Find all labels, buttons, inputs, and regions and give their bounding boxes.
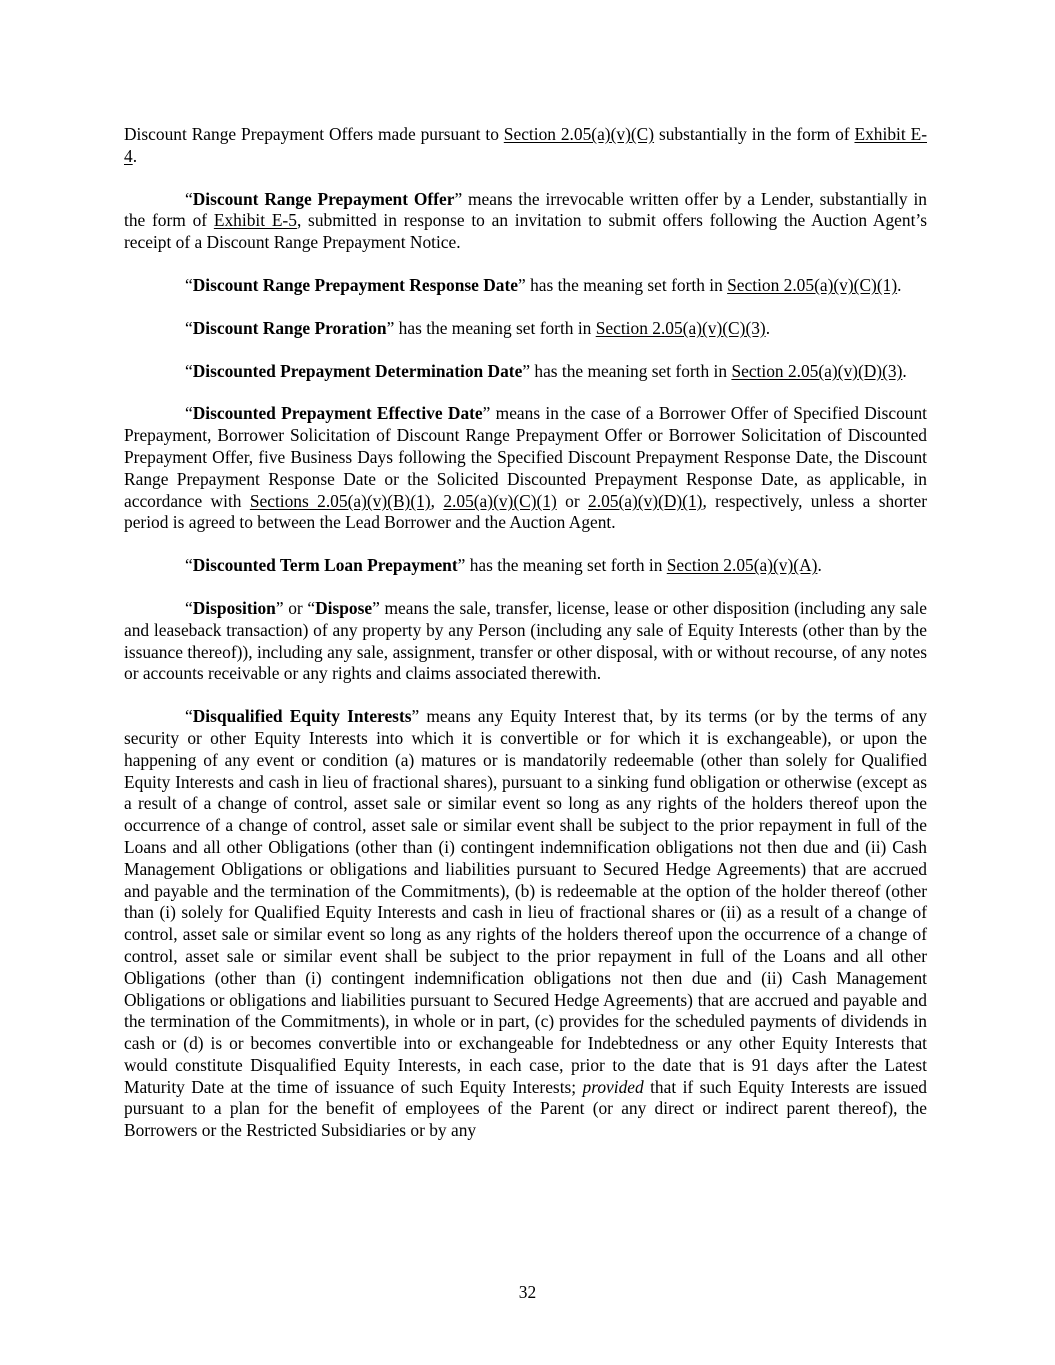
defined-term: Disqualified Equity Interests: [192, 706, 412, 727]
text-run: ” means in the case of a Borrower Offer of Specified Discount Prepayment, Borrower Solicitation of Discount Range Prepayment Offer or Borrower Solicitation of Discounted Prepayment Offer, five Business Days following the Specified Discount Prepayment Response Date, the Discount Range Prepayment Response Date or the Solicited Discounted Prepayment Response Date, as applicable, in accordance with: [124, 403, 927, 511]
paragraph: [124, 275, 927, 297]
text-run: “: [185, 317, 193, 338]
text-run: “: [185, 555, 193, 576]
cross-reference: Exhibit E-4: [124, 124, 927, 166]
defined-term: Disposition: [192, 597, 276, 618]
defined-term: Dispose: [315, 597, 373, 618]
emphasis: provided: [582, 1076, 644, 1097]
cross-reference: Section 2.05(a)(v)(C)(3): [595, 317, 766, 338]
cross-reference: 2.05(a)(v)(C)(1): [443, 490, 557, 511]
cross-reference: Sections 2.05(a)(v)(B)(1): [249, 490, 431, 511]
text-run: .: [132, 145, 138, 166]
paragraph: [124, 361, 927, 383]
paragraph: [124, 318, 927, 340]
text-run: ” has the meaning set forth in: [522, 360, 732, 381]
cross-reference: Section 2.05(a)(v)(C): [503, 124, 655, 144]
paragraph: [124, 555, 927, 577]
defined-term: Discounted Term Loan Prepayment: [192, 555, 458, 576]
text-run: ,: [430, 490, 444, 511]
text-run: ” has the meaning set forth in: [518, 274, 728, 295]
text-run: .: [897, 274, 902, 295]
document-body: [124, 124, 927, 1163]
paragraph: [124, 403, 927, 534]
text-run: “: [185, 360, 193, 381]
paragraph: [124, 189, 927, 254]
text-run: “: [185, 403, 193, 424]
text-run: , submitted in response to an invitation to submit offers following the Auction Agent’s receipt of a Discount Range Prepayment Notice.: [124, 210, 927, 253]
defined-term: Discounted Prepayment Effective Date: [192, 403, 483, 424]
paragraph: [124, 598, 927, 685]
defined-term: Discount Range Proration: [192, 317, 387, 338]
cross-reference: 2.05(a)(v)(D)(1): [588, 490, 703, 511]
text-run: , respectively, unless a shorter period is agreed to between the Lead Borrower and the Auction Agent.: [124, 490, 927, 533]
paragraph: [124, 706, 927, 1142]
defined-term: Discount Range Prepayment Offer: [192, 188, 455, 209]
text-run: “: [185, 188, 193, 209]
text-run: that if such Equity Interests are issued pursuant to a plan for the benefit of employees of the Parent (or any direct or indirect parent thereof), the Borrowers or the Restricted Subsidiaries or by any: [124, 1076, 927, 1141]
text-run: .: [765, 317, 771, 338]
cross-reference: Section 2.05(a)(v)(D)(3): [731, 360, 903, 381]
text-run: Discount Range Prepayment Offers made pursuant to: [124, 124, 504, 144]
defined-term: Discounted Prepayment Determination Date: [192, 360, 523, 381]
text-run: ” means the sale, transfer, license, lease or other disposition (including any sale and leaseback transaction) of any property by any Person (including any sale of Equity Interests (other than by the issuance thereof)), including any sale, assignment, transfer or other disposal, with or without recourse, of any notes or accounts receivable or any rights and claims associated therewith.: [124, 597, 928, 684]
paragraph: [124, 124, 927, 168]
text-run: ” means any Equity Interest that, by its terms (or by the terms of any security or other Equity Interests into which it is convertible or for which it is exchangeable), or upon the happening of any event or condition (a) matures or is mandatorily redeemable (other than solely for Qualified Equity Interests and cash in lieu of fractional shares), pursuant to a sinking fund obligation or otherwise (except as a result of a change of control, asset sale or similar event so long as any rights of the holders thereof upon the occurrence of a change of control, asset sale or similar event shall be subject to the prior repayment in full of the Loans and all other Obligations (other than (i) contingent indemnification obligations not then due and (ii) Cash Management Obligations or obligations and liabilities pursuant to Secured Hedge Agreements) that are accrued and payable and the termination of the Commitments), (b) is redeemable at the option of the holder thereof (other than (i) solely for Qualified Equity Interests and cash in lieu of fractional shares or (ii) as a result of a change of control, asset sale or similar event so long as any rights of the holders thereof upon the occurrence of a change of control, asset sale or similar event shall be subject to the prior repayment in full of the Loans and all other Obligations (other than (i) contingent indemnification obligations not then due and (ii) Cash Management Obligations or obligations and liabilities pursuant to Secured Hedge Agreements) that are accrued and payable and the termination of the Commitments), in whole or in part, (c) provides for the scheduled payments of dividends in cash or (d) is or becomes convertible into or exchangeable for Indebtedness or any other Equity Interests that would constitute Disqualified Equity Interests, in each case, prior to the date that is 91 days after the Latest Maturity Date at the time of issuance of such Equity Interests;: [124, 706, 928, 1097]
defined-term: Discount Range Prepayment Response Date: [192, 274, 518, 295]
cross-reference: Exhibit E-5: [213, 210, 297, 231]
text-run: ” has the meaning set forth in: [457, 555, 667, 576]
text-run: “: [185, 706, 193, 727]
text-run: ” means the irrevocable written offer by a Lender, substantially in the form of: [124, 188, 927, 231]
cross-reference: Section 2.05(a)(v)(A): [666, 555, 818, 576]
text-run: or: [556, 490, 589, 511]
text-run: .: [817, 555, 822, 576]
text-run: “: [185, 274, 193, 295]
text-run: “: [185, 597, 193, 618]
text-run: ” or “: [275, 597, 316, 618]
text-run: .: [902, 360, 907, 381]
text-run: ” has the meaning set forth in: [386, 317, 596, 338]
cross-reference: Section 2.05(a)(v)(C)(1): [727, 274, 898, 295]
text-run: substantially in the form of: [654, 124, 855, 144]
page-number: 32: [518, 1282, 537, 1302]
